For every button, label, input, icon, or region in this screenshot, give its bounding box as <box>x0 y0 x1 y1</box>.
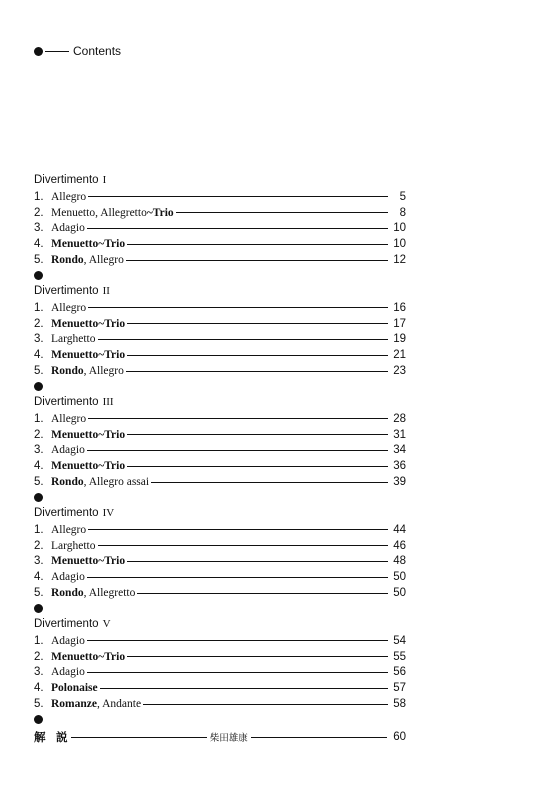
leader-line <box>126 260 388 261</box>
leader-line <box>87 672 388 673</box>
bullet-dot-icon <box>34 604 43 613</box>
leader-line <box>87 640 388 641</box>
entry-page-number: 21 <box>393 349 406 362</box>
entry-title-bold: Rondo <box>51 254 84 267</box>
entry-title <box>51 429 125 441</box>
entry-title-text: Allegro <box>51 412 87 425</box>
entry-title-bold: Romanze <box>51 698 97 711</box>
toc-entry <box>34 649 406 665</box>
entry-number: 3. <box>34 444 44 457</box>
entry-page-number: 48 <box>393 555 406 568</box>
entry-title-text: Adagio <box>51 444 85 457</box>
section-divertimento-1 <box>34 173 406 284</box>
toc-entry <box>34 363 406 379</box>
entry-title-bold: Menuetto~Trio <box>51 555 126 568</box>
contents-title: Contents <box>73 44 122 58</box>
entry-page-number: 58 <box>393 698 406 711</box>
commentary-entry <box>34 730 406 745</box>
leader-line <box>88 418 388 419</box>
entry-title-bold: Menuetto~Trio <box>51 349 126 362</box>
entry-page-number: 46 <box>393 539 406 552</box>
entry-title-text: Adagio <box>51 571 85 584</box>
toc-entry <box>34 538 406 554</box>
entry-title-text: , Andante <box>97 698 142 711</box>
leader-line <box>251 737 387 738</box>
bullet-dot-icon <box>34 382 43 391</box>
entry-page-number: 5 <box>399 190 406 203</box>
entry-number: 1. <box>34 412 44 425</box>
entry-title <box>51 207 174 219</box>
section-separator <box>34 601 406 617</box>
entry-page-number: 57 <box>393 682 406 695</box>
contents-header <box>34 44 121 58</box>
toc-entry <box>34 474 406 490</box>
toc-entry <box>34 665 406 681</box>
section-title <box>34 506 406 520</box>
leader-line <box>87 450 388 451</box>
entry-title <box>51 302 86 314</box>
bullet-dot-icon <box>34 715 43 724</box>
entry-number: 3. <box>34 222 44 235</box>
entry-page-number: 10 <box>393 222 406 235</box>
toc-entry <box>34 189 406 205</box>
section-separator <box>34 268 406 284</box>
entry-number: 5. <box>34 698 44 711</box>
entry-number: 3. <box>34 555 44 568</box>
toc-entry <box>34 633 406 649</box>
section-name: Divertimento <box>34 395 99 408</box>
entry-title <box>51 635 85 647</box>
entry-title <box>51 540 96 552</box>
section-separator <box>34 490 406 506</box>
entry-title-text: , Allegro <box>83 365 124 378</box>
leader-line <box>127 561 388 562</box>
entry-title <box>51 587 135 599</box>
entry-number: 4. <box>34 238 44 251</box>
section-roman-numeral: III <box>102 395 114 408</box>
leader-line <box>151 482 388 483</box>
entry-title-bold: Menuetto~Trio <box>51 460 126 473</box>
entry-number: 3. <box>34 333 44 346</box>
entry-page-number: 50 <box>393 571 406 584</box>
leader-line <box>126 371 388 372</box>
entry-page-number: 10 <box>393 238 406 251</box>
section-title <box>34 395 406 409</box>
commentary-label-2: 説 <box>56 730 68 745</box>
entry-page-number: 28 <box>393 412 406 425</box>
toc-entry <box>34 569 406 585</box>
leader-line <box>87 228 388 229</box>
entry-title-text: Larghetto <box>51 539 96 552</box>
leader-line <box>71 737 207 738</box>
entry-title <box>51 365 124 377</box>
toc-entry <box>34 680 406 696</box>
entry-page-number: 19 <box>393 333 406 346</box>
entry-page-number: 8 <box>399 206 406 219</box>
section-title <box>34 617 406 631</box>
entry-title <box>51 555 125 567</box>
entry-number: 1. <box>34 634 44 647</box>
entry-title <box>51 698 141 710</box>
entry-number: 2. <box>34 317 44 330</box>
entry-title <box>51 191 86 203</box>
entry-title-text: Allegro <box>51 301 87 314</box>
entry-title <box>51 318 125 330</box>
section-divertimento-4 <box>34 506 406 617</box>
leader-line <box>143 704 388 705</box>
toc-entry <box>34 205 406 221</box>
commentary-label-1: 解 <box>34 730 46 745</box>
entry-title-bold: Menuetto~Trio <box>51 650 126 663</box>
section-name: Divertimento <box>34 174 99 186</box>
entry-number: 4. <box>34 571 44 584</box>
entry-title <box>51 651 125 663</box>
toc-entry <box>34 522 406 538</box>
commentary-page-number: 60 <box>393 731 407 744</box>
entry-title-text: , Allegretto <box>83 587 136 600</box>
toc-entry <box>34 300 406 316</box>
bullet-dot-icon <box>34 493 43 502</box>
entry-title <box>51 349 125 361</box>
leader-line <box>100 688 388 689</box>
entry-title-text: Adagio <box>51 666 85 679</box>
entry-title <box>51 666 85 678</box>
entry-title <box>51 571 85 583</box>
leader-line <box>127 466 388 467</box>
entry-title-text: Larghetto <box>51 333 96 346</box>
entry-title <box>51 524 86 536</box>
leader-line <box>127 244 388 245</box>
leader-line <box>98 339 389 340</box>
toc-entry <box>34 236 406 252</box>
entry-number: 4. <box>34 682 44 695</box>
toc-entry <box>34 696 406 712</box>
entry-number: 4. <box>34 460 44 473</box>
entry-number: 1. <box>34 301 44 314</box>
toc-entry <box>34 316 406 332</box>
toc-entry <box>34 347 406 363</box>
entry-title <box>51 413 86 425</box>
entry-title-bold: Polonaise <box>51 682 98 695</box>
entry-title-bold: Rondo <box>51 365 84 378</box>
leader-line <box>127 355 388 356</box>
entry-page-number: 39 <box>393 476 406 489</box>
entry-title-bold-suffix: ~Trio <box>146 206 174 219</box>
entry-page-number: 16 <box>393 301 406 314</box>
bullet-dot-icon <box>34 47 43 56</box>
leader-line <box>88 196 388 197</box>
entry-title-text: Allegro <box>51 190 87 203</box>
leader-line <box>87 577 388 578</box>
section-title <box>34 173 406 187</box>
entry-page-number: 36 <box>393 460 406 473</box>
entry-page-number: 17 <box>393 317 406 330</box>
entry-title <box>51 682 98 694</box>
entry-number: 5. <box>34 254 44 267</box>
entry-title <box>51 476 149 488</box>
entry-title-text: , Allegro <box>83 254 124 267</box>
section-title <box>34 284 406 298</box>
entry-number: 2. <box>34 650 44 663</box>
entry-title <box>51 333 96 345</box>
entry-title-text: Adagio <box>51 634 85 647</box>
entry-number: 4. <box>34 349 44 362</box>
leader-line <box>176 212 388 213</box>
header-rule <box>45 51 69 52</box>
entry-number: 2. <box>34 428 44 441</box>
entry-page-number: 34 <box>393 444 406 457</box>
entry-page-number: 12 <box>393 254 406 267</box>
toc-entry <box>34 458 406 474</box>
section-roman-numeral: V <box>102 617 111 630</box>
entry-title <box>51 222 85 234</box>
section-divertimento-3 <box>34 395 406 506</box>
entry-page-number: 55 <box>393 650 406 663</box>
entry-page-number: 54 <box>393 634 406 647</box>
entry-number: 1. <box>34 190 44 203</box>
section-separator <box>34 712 406 728</box>
entry-title-bold: Menuetto~Trio <box>51 428 126 441</box>
entry-title <box>51 460 125 472</box>
entry-title <box>51 444 85 456</box>
toc-entry <box>34 554 406 570</box>
entry-title-text: Allegro <box>51 523 87 536</box>
entry-title <box>51 254 124 266</box>
leader-line <box>127 656 388 657</box>
entry-title-text: Menuetto, Allegretto <box>51 206 147 219</box>
entry-title <box>51 238 125 250</box>
bullet-dot-icon <box>34 271 43 280</box>
leader-line <box>88 529 388 530</box>
entry-page-number: 31 <box>393 428 406 441</box>
entry-number: 5. <box>34 476 44 489</box>
entry-page-number: 50 <box>393 587 406 600</box>
entry-number: 2. <box>34 206 44 219</box>
leader-line <box>127 434 388 435</box>
section-divertimento-2 <box>34 284 406 395</box>
section-roman-numeral: IV <box>102 506 115 519</box>
entry-number: 5. <box>34 587 44 600</box>
commentary-author: 柴田雄康 <box>209 733 248 745</box>
entry-title-bold: Rondo <box>51 587 84 600</box>
toc-entry <box>34 411 406 427</box>
entry-number: 5. <box>34 365 44 378</box>
toc-entry <box>34 443 406 459</box>
section-name: Divertimento <box>34 284 99 297</box>
toc-entry <box>34 427 406 443</box>
section-name: Divertimento <box>34 506 99 519</box>
entry-title-bold: Menuetto~Trio <box>51 317 126 330</box>
entry-title-text: , Allegro assai <box>83 476 150 489</box>
toc-entry <box>34 221 406 237</box>
section-roman-numeral: I <box>102 174 107 186</box>
leader-line <box>137 593 388 594</box>
entry-page-number: 56 <box>393 666 406 679</box>
entry-number: 2. <box>34 539 44 552</box>
entry-page-number: 44 <box>393 523 406 536</box>
toc-entry <box>34 585 406 601</box>
section-roman-numeral: II <box>102 284 110 297</box>
entry-number: 3. <box>34 666 44 679</box>
section-name: Divertimento <box>34 617 99 630</box>
entry-number: 1. <box>34 523 44 536</box>
toc-entry <box>34 252 406 268</box>
entry-title-bold: Rondo <box>51 476 84 489</box>
toc-entry <box>34 332 406 348</box>
section-separator <box>34 379 406 395</box>
entry-title-bold: Menuetto~Trio <box>51 238 126 251</box>
leader-line <box>98 545 389 546</box>
entry-page-number: 23 <box>393 365 406 378</box>
table-of-contents <box>34 173 406 745</box>
section-divertimento-5 <box>34 617 406 728</box>
leader-line <box>127 323 388 324</box>
leader-line <box>88 307 388 308</box>
entry-title-text: Adagio <box>51 222 85 235</box>
